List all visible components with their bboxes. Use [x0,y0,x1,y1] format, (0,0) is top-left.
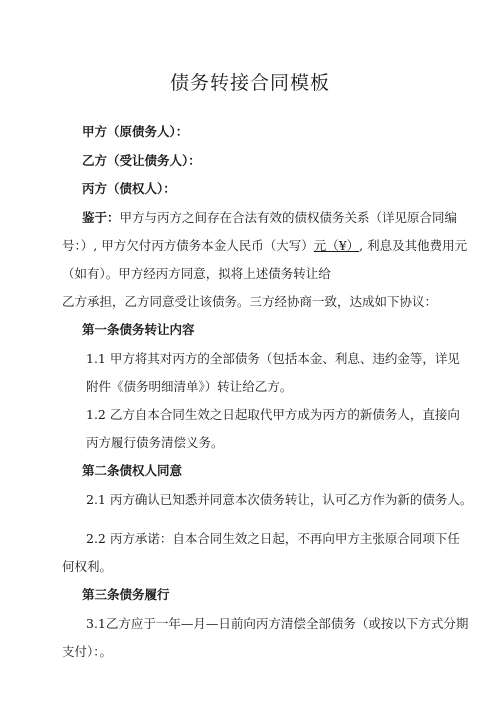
clause-3-1-line-1: 3.1乙方应于一年—月—日前向丙方清偿全部债务（或按以下方式分期 [86,616,469,631]
whereas-text-1: 甲方与丙方之间存在合法有效的债权债务关系（详见原合同编 [119,210,458,225]
clause-2-2-line-1: 2.2 丙方承诺：自本合同生效之日起，不再向甲方主张原合同项下任 [86,531,460,546]
whereas-line-2 [62,236,467,254]
clause-2-2-line-2: 何权利。 [62,559,113,574]
clause-2-1: 2.1 丙方确认已知悉并同意本次债务转让，认可乙方作为新的债务人。 [86,492,473,507]
article-3-heading: 第三条债务履行 [82,587,170,602]
whereas-amount-underline: 元（¥） [313,238,360,253]
article-2-heading: 第二条债权人同意 [82,463,183,478]
whereas-line-4: 乙方承担，乙方同意受让该债务。三方经协商一致，达成如下协议： [62,294,438,309]
party-b-label: 乙方（受让债务人）： [82,153,201,168]
party-a-label: 甲方（原债务人）： [82,124,189,139]
clause-3-1-line-2: 支付）：。 [62,644,113,659]
whereas-line-1 [82,208,457,226]
whereas-line-3: （如有）。甲方经丙方同意，拟将上述债务转让给 [62,266,331,281]
clause-1-1-line-1: 1.1 甲方将其对丙方的全部债务（包括本金、利息、违约金等，详见 [86,351,460,366]
clause-1-2-line-2: 丙方履行债务清偿义务。 [86,435,224,450]
whereas-label: 鉴于： [82,210,120,225]
document-title: 债务转接合同模板 [169,72,330,94]
clause-1-2-line-1: 1.2 乙方自本合同生效之日起取代甲方成为丙方的新债务人，直接向 [86,407,460,422]
whereas-text-2a: 号：）, 甲方欠付丙方债务本金人民币（大写） [62,238,314,253]
whereas-text-2b: , 利息及其他费用元 [359,238,468,253]
clause-1-1-line-2: 附件《债务明细清单》）转让给乙方。 [86,379,293,394]
party-c-label: 丙方（债权人）： [82,181,176,196]
article-1-heading: 第一条债务转让内容 [82,322,195,337]
